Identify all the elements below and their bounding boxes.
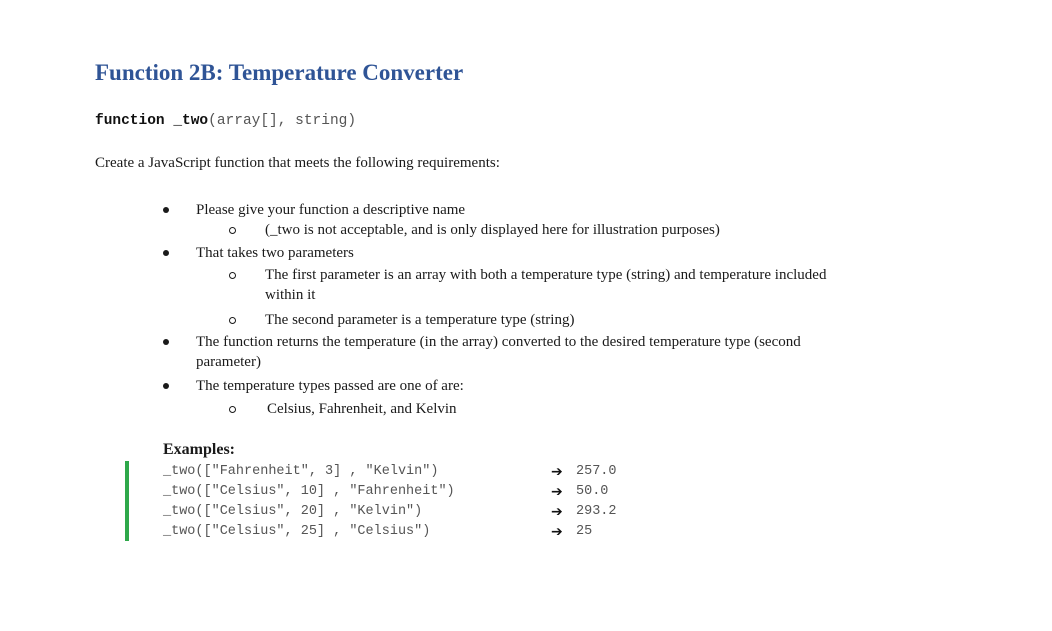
example-call: _two(["Fahrenheit", 3] , "Kelvin") <box>163 464 439 479</box>
bullet-marker <box>163 250 169 256</box>
arrow-right-icon: ➔ <box>551 464 563 480</box>
signature-function-name: _two <box>173 113 209 129</box>
example-result: 257.0 <box>576 464 617 479</box>
examples-heading: Examples: <box>163 441 235 458</box>
signature-keyword: function <box>95 113 165 129</box>
arrow-right-icon: ➔ <box>551 504 563 520</box>
intro-text: Create a JavaScript function that meets the following requirements: <box>95 155 500 171</box>
bullet-marker <box>163 339 169 345</box>
arrow-right-icon: ➔ <box>551 484 563 500</box>
page-title: Function 2B: Temperature Converter <box>95 60 464 85</box>
requirement-2-sub-1-line-1: The first parameter is an array with both a temperature type (string) and temperature included <box>265 267 827 283</box>
sub-bullet-marker <box>229 406 236 413</box>
example-result: 293.2 <box>576 504 617 519</box>
example-call: _two(["Celsius", 20] , "Kelvin") <box>163 504 423 519</box>
bullet-marker <box>163 207 169 213</box>
example-result: 25 <box>576 524 593 539</box>
arrow-right-icon: ➔ <box>551 524 563 540</box>
requirement-2-sub-2: The second parameter is a temperature type (string) <box>265 312 575 328</box>
example-call: _two(["Celsius", 10] , "Fahrenheit") <box>163 484 455 499</box>
requirement-3-line-2: parameter) <box>196 354 261 370</box>
sub-bullet-marker <box>229 272 236 279</box>
sub-bullet-marker <box>229 227 236 234</box>
requirement-2: That takes two parameters <box>196 245 354 261</box>
requirement-4: The temperature types passed are one of are: <box>196 378 464 394</box>
sub-bullet-marker <box>229 317 236 324</box>
bullet-marker <box>163 383 169 389</box>
requirement-2-sub-1-line-2: within it <box>265 287 316 303</box>
requirement-3-line-1: The function returns the temperature (in the array) converted to the desired temperature type (second <box>196 334 801 350</box>
signature-params: (array[], string) <box>208 113 357 129</box>
requirement-1: Please give your function a descriptive name <box>196 202 466 218</box>
requirement-1-sub-1: (_two is not acceptable, and is only displayed here for illustration purposes) <box>265 222 720 238</box>
requirement-4-sub-1: Celsius, Fahrenheit, and Kelvin <box>267 401 457 417</box>
function-signature <box>95 113 356 129</box>
example-call: _two(["Celsius", 25] , "Celsius") <box>163 524 431 539</box>
examples-accent-bar <box>125 461 129 541</box>
example-result: 50.0 <box>576 484 609 499</box>
